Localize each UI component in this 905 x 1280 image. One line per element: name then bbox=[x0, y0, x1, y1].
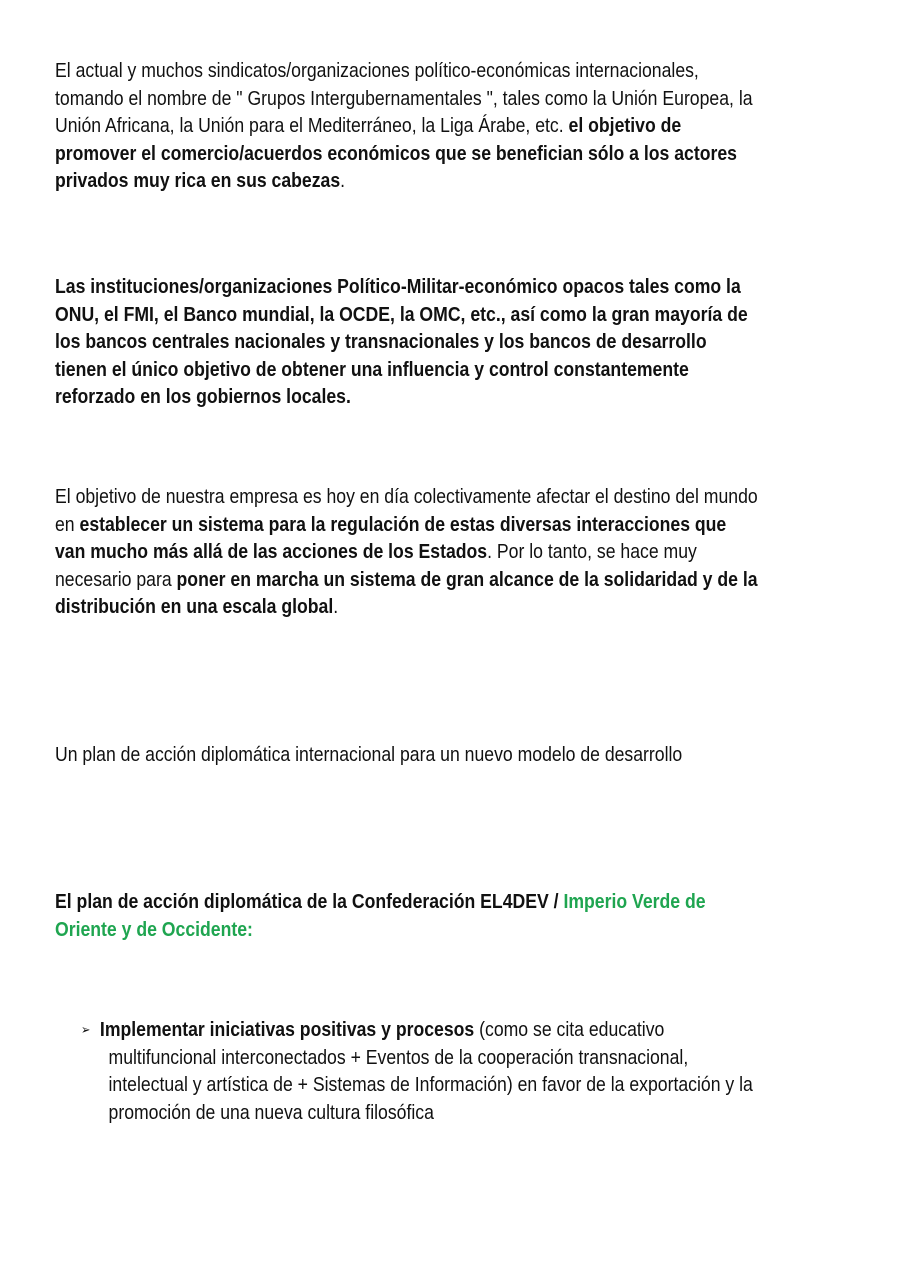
bold-text-run: van mucho más allá de las acciones de los Estados bbox=[55, 540, 488, 564]
text-line bbox=[55, 888, 855, 916]
paragraph-intergovernmental-groups bbox=[55, 57, 855, 195]
text-line bbox=[55, 167, 855, 195]
confederation-heading bbox=[55, 888, 855, 943]
text-run: . Por lo tanto, se hace muy bbox=[487, 540, 697, 564]
text-line: multifuncional interconectados + Eventos de la cooperación transnacional, bbox=[108, 1045, 689, 1069]
bold-text-run: distribución en una escala global bbox=[55, 595, 334, 619]
text-line bbox=[55, 566, 855, 594]
bold-text-line: promover el comercio/acuerdos económicos que se benefician sólo a los actores bbox=[55, 141, 737, 165]
bold-text-run: privados muy rica en sus cabezas bbox=[55, 169, 341, 193]
bullet-list-item bbox=[81, 1016, 753, 1126]
bold-text-run: establecer un sistema para la regulación de estas diversas interacciones que bbox=[79, 512, 727, 536]
text-run: Unión Africana, la Unión para el Mediterráneo, la Liga Árabe, etc. bbox=[55, 114, 569, 138]
text-line: intelectual y artística de + Sistemas de Información) en favor de la exportación y la bbox=[108, 1073, 753, 1097]
text-line bbox=[55, 538, 855, 566]
text-line: promoción de una nueva cultura filosófica bbox=[108, 1100, 434, 1124]
plan-heading bbox=[55, 741, 855, 769]
bold-text-line: tienen el único objetivo de obtener una influencia y control constantemente bbox=[55, 357, 689, 381]
bold-text-line: los bancos centrales nacionales y transnacionales y los bancos de desarrollo bbox=[55, 330, 707, 354]
bold-text-run: poner en marcha un sistema de gran alcance de la solidaridad y de la bbox=[176, 567, 758, 591]
paragraph-institutions bbox=[55, 273, 855, 411]
text-line bbox=[55, 112, 855, 140]
bold-text-run: Implementar iniciativas positivas y procesos bbox=[99, 1018, 475, 1041]
bold-text-run: El plan de acción diplomática de la Confederación EL4DEV / bbox=[55, 890, 564, 913]
paragraph-company-objective bbox=[55, 483, 855, 621]
text-line: El actual y muchos sindicatos/organizaciones político-económicas internacionales, bbox=[55, 59, 699, 82]
bold-text-run: el objetivo de bbox=[568, 114, 682, 138]
text-line bbox=[55, 511, 855, 539]
bold-text-line: reforzado en los gobiernos locales. bbox=[55, 385, 351, 409]
text-run: . bbox=[333, 595, 339, 619]
bold-text-line: Las instituciones/organizaciones Político-Militar-económico opacos tales como la bbox=[55, 275, 741, 298]
text-line: Un plan de acción diplomática internacional para un nuevo modelo de desarrollo bbox=[55, 743, 683, 766]
text-line bbox=[81, 1018, 664, 1041]
text-run: (como se cita educativo bbox=[474, 1018, 665, 1041]
text-line: El objetivo de nuestra empresa es hoy en día colectivamente afectar el destino del mundo bbox=[55, 485, 758, 508]
text-run: . bbox=[340, 169, 346, 193]
green-text-run: Imperio Verde de bbox=[563, 890, 706, 913]
text-run: necesario para bbox=[55, 567, 177, 591]
text-line bbox=[55, 593, 855, 621]
bold-text-line: ONU, el FMI, el Banco mundial, la OCDE, la OMC, etc., así como la gran mayoría de bbox=[55, 302, 748, 326]
green-text-line: Oriente y de Occidente: bbox=[55, 917, 253, 941]
text-run: en bbox=[55, 512, 80, 536]
text-line: tomando el nombre de " Grupos Intergubernamentales ", tales como la Unión Europea, la bbox=[55, 86, 753, 110]
arrowhead-bullet-icon: ➢ bbox=[81, 1022, 91, 1037]
